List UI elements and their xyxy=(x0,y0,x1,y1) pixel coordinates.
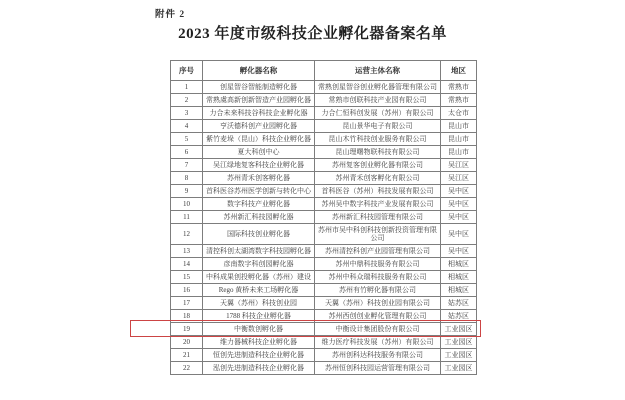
cell-region: 吴中区 xyxy=(441,245,477,258)
table-row xyxy=(171,258,477,271)
cell-no: 22 xyxy=(171,362,203,375)
table-row xyxy=(171,224,477,245)
cell-name: 恒创先进制造科技企业孵化器 xyxy=(203,349,315,362)
cell-region: 工业园区 xyxy=(441,323,477,336)
cell-region: 姑苏区 xyxy=(441,310,477,323)
cell-operator: 苏州有竹孵化器有限公司 xyxy=(315,284,441,297)
cell-region: 工业园区 xyxy=(441,349,477,362)
cell-operator: 昆山理曙物联科技有限公司 xyxy=(315,146,441,159)
cell-operator: 维力医疗科技发展（苏州）有限公司 xyxy=(315,336,441,349)
cell-no: 9 xyxy=(171,185,203,198)
cell-no: 10 xyxy=(171,198,203,211)
cell-operator: 苏州中鼎科技服务有限公司 xyxy=(315,258,441,271)
table-row xyxy=(171,362,477,375)
cell-operator: 苏州新汇科技园管理有限公司 xyxy=(315,211,441,224)
table-row xyxy=(171,245,477,258)
cell-no: 19 xyxy=(171,323,203,336)
cell-operator: 力合仁恒科创发展（苏州）有限公司 xyxy=(315,107,441,120)
cell-no: 8 xyxy=(171,172,203,185)
cell-operator: 首科医谷（苏州）科技发展有限公司 xyxy=(315,185,441,198)
cell-no: 11 xyxy=(171,211,203,224)
table-row xyxy=(171,94,477,107)
cell-name: 清控科创太湖湾数字科技园孵化器 xyxy=(203,245,315,258)
cell-no: 16 xyxy=(171,284,203,297)
cell-name: Rego 黄桥未来工场孵化器 xyxy=(203,284,315,297)
cell-no: 1 xyxy=(171,81,203,94)
cell-name: 1788 科技企业孵化器 xyxy=(203,310,315,323)
table-row xyxy=(171,172,477,185)
cell-operator: 中衡设计集团股份有限公司 xyxy=(315,323,441,336)
cell-region: 昆山市 xyxy=(441,146,477,159)
cell-operator: 苏州青禾创客孵化有限公司 xyxy=(315,172,441,185)
cell-region: 吴中区 xyxy=(441,224,477,245)
table-row xyxy=(171,284,477,297)
cell-operator: 苏州复客创业孵化器有限公司 xyxy=(315,159,441,172)
cell-region: 昆山市 xyxy=(441,133,477,146)
attachment-label: 附件 2 xyxy=(155,10,186,20)
cell-region: 常熟市 xyxy=(441,94,477,107)
cell-region: 吴江区 xyxy=(441,159,477,172)
cell-name: 中衡数创孵化器 xyxy=(203,323,315,336)
cell-no: 17 xyxy=(171,297,203,310)
cell-operator: 天翼（苏州）科技创业园有限公司 xyxy=(315,297,441,310)
cell-name: 首科医谷苏州医学创新与转化中心 xyxy=(203,185,315,198)
cell-name: 苏州新汇科技园孵化器 xyxy=(203,211,315,224)
cell-region: 相城区 xyxy=(441,271,477,284)
cell-region: 姑苏区 xyxy=(441,297,477,310)
table-row xyxy=(171,271,477,284)
table-row xyxy=(171,107,477,120)
cell-operator: 苏州西创创业孵化管理有限公司 xyxy=(315,310,441,323)
column-header: 地区 xyxy=(441,61,477,81)
page-title: 2023 年度市级科技企业孵化器备案名单 xyxy=(178,26,447,42)
table-row xyxy=(171,146,477,159)
table-row xyxy=(171,349,477,362)
cell-region: 常熟市 xyxy=(441,81,477,94)
cell-name: 紫竹麦垛（昆山）科技企业孵化器 xyxy=(203,133,315,146)
cell-region: 相城区 xyxy=(441,258,477,271)
table-row xyxy=(171,297,477,310)
table-body xyxy=(171,81,477,375)
table-row xyxy=(171,133,477,146)
cell-no: 4 xyxy=(171,120,203,133)
cell-operator: 苏州恒创科技园运营管理有限公司 xyxy=(315,362,441,375)
cell-name: 中科成果创投孵化器（苏州）建设 xyxy=(203,271,315,284)
table-row xyxy=(171,310,477,323)
cell-operator: 常熟创星智谷创业孵化器管理有限公司 xyxy=(315,81,441,94)
table-row xyxy=(171,211,477,224)
cell-no: 14 xyxy=(171,258,203,271)
cell-operator: 苏州清控科创产业园管理有限公司 xyxy=(315,245,441,258)
column-header: 运营主体名称 xyxy=(315,61,441,81)
cell-no: 15 xyxy=(171,271,203,284)
cell-no: 21 xyxy=(171,349,203,362)
cell-no: 12 xyxy=(171,224,203,245)
cell-name: 亨沃德科创产业园孵化器 xyxy=(203,120,315,133)
table-row xyxy=(171,198,477,211)
table-row xyxy=(171,159,477,172)
cell-name: 吴江绿地复客科技企业孵化器 xyxy=(203,159,315,172)
cell-name: 国际科技创业孵化器 xyxy=(203,224,315,245)
cell-name: 泓创先进制造科技企业孵化器 xyxy=(203,362,315,375)
cell-region: 工业园区 xyxy=(441,362,477,375)
cell-operator: 苏州市吴中科创科技创新投资管理有限公司 xyxy=(315,224,441,245)
cell-region: 吴中区 xyxy=(441,198,477,211)
table-header-row xyxy=(171,61,477,81)
cell-no: 3 xyxy=(171,107,203,120)
cell-name: 彦南数字科创园孵化器 xyxy=(203,258,315,271)
table-row xyxy=(171,120,477,133)
cell-no: 7 xyxy=(171,159,203,172)
cell-operator: 昆山景华电子有限公司 xyxy=(315,120,441,133)
cell-region: 工业园区 xyxy=(441,336,477,349)
cell-operator: 苏州中科众瑞科技服务有限公司 xyxy=(315,271,441,284)
cell-region: 吴中区 xyxy=(441,211,477,224)
cell-operator: 常熟市创联科技产业园有限公司 xyxy=(315,94,441,107)
cell-region: 吴江区 xyxy=(441,172,477,185)
cell-no: 13 xyxy=(171,245,203,258)
cell-operator: 苏州创科达科技服务有限公司 xyxy=(315,349,441,362)
table-row xyxy=(171,323,477,336)
column-header: 序号 xyxy=(171,61,203,81)
column-header: 孵化器名称 xyxy=(203,61,315,81)
cell-name: 天翼（苏州）科技创业园 xyxy=(203,297,315,310)
cell-region: 太仓市 xyxy=(441,107,477,120)
cell-no: 6 xyxy=(171,146,203,159)
cell-name: 创星智谷智能制造孵化器 xyxy=(203,81,315,94)
cell-no: 20 xyxy=(171,336,203,349)
cell-name: 数字科技产业孵化器 xyxy=(203,198,315,211)
cell-no: 18 xyxy=(171,310,203,323)
cell-region: 相城区 xyxy=(441,284,477,297)
incubator-table xyxy=(170,60,477,375)
cell-region: 昆山市 xyxy=(441,120,477,133)
incubator-table-container xyxy=(170,60,477,375)
cell-region: 吴中区 xyxy=(441,185,477,198)
cell-name: 常熟虞高新创新智造产业园孵化器 xyxy=(203,94,315,107)
cell-name: 力合未来科技谷科技企业孵化器 xyxy=(203,107,315,120)
cell-operator: 苏州吴中数字科技产业发展有限公司 xyxy=(315,198,441,211)
cell-no: 5 xyxy=(171,133,203,146)
cell-name: 苏州青禾创客孵化器 xyxy=(203,172,315,185)
cell-name: 夏大科创中心 xyxy=(203,146,315,159)
cell-operator: 昆山木竹科技创业服务有限公司 xyxy=(315,133,441,146)
cell-no: 2 xyxy=(171,94,203,107)
table-row xyxy=(171,185,477,198)
cell-name: 维力器械科技企业孵化器 xyxy=(203,336,315,349)
table-row xyxy=(171,336,477,349)
table-row xyxy=(171,81,477,94)
